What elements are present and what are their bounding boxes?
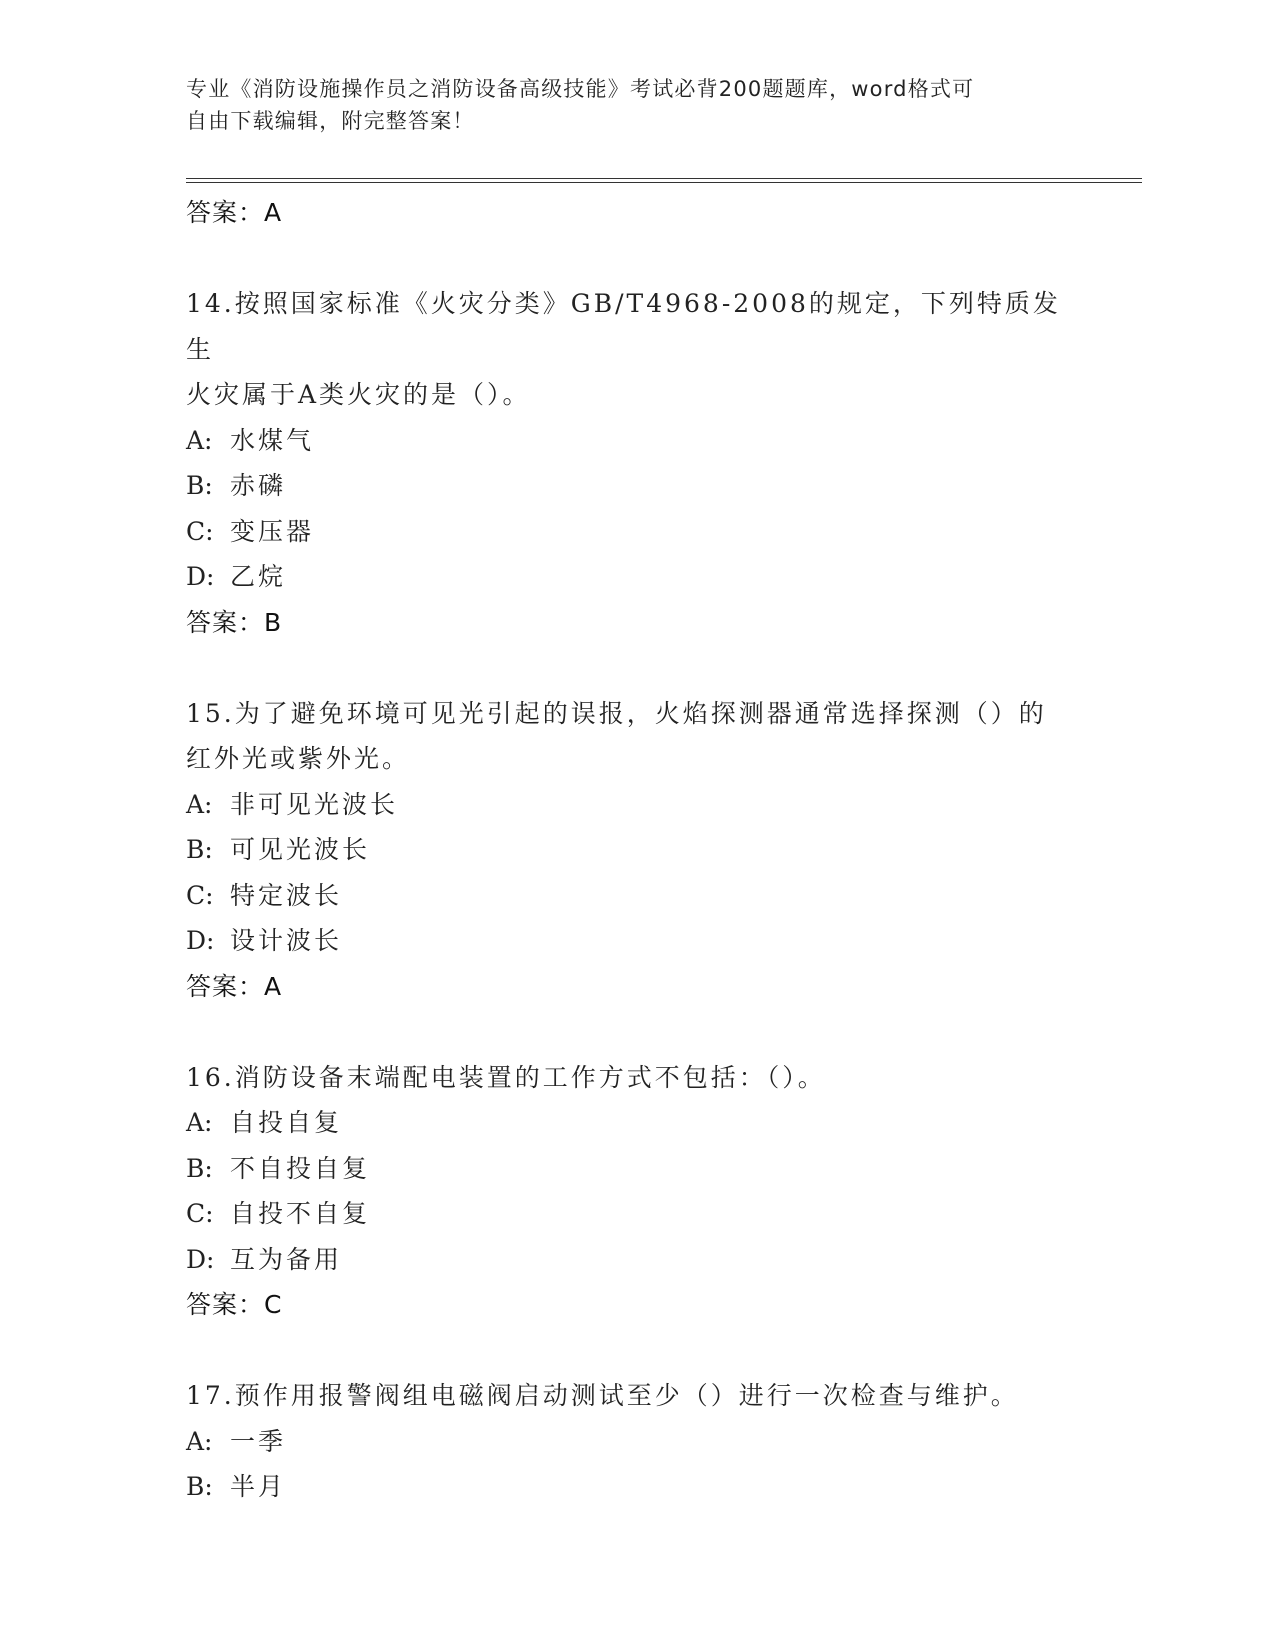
option-text: 乙烷 xyxy=(230,562,287,591)
question-15 xyxy=(186,691,1086,1010)
option-text: 不自投自复 xyxy=(230,1153,371,1183)
option-key: B: xyxy=(186,835,213,864)
question-stem: 14.按照国家标准《火灾分类》GB/T4968-2008的规定，下列特质发生 xyxy=(186,289,1061,364)
option-text: 半月 xyxy=(230,1472,287,1501)
option-key: D: xyxy=(186,562,215,591)
question-stem-continued: 火灾属于A类火灾的是（）。 xyxy=(186,380,531,409)
answer-line: 答案：A xyxy=(186,198,283,227)
answer-line: 答案：A xyxy=(186,971,283,1001)
question-stem: 16.消防设备末端配电装置的工作方式不包括：（）。 xyxy=(186,1062,826,1092)
option-key: D: xyxy=(186,1244,215,1274)
option-a xyxy=(186,782,1086,828)
option-a xyxy=(186,1100,1086,1146)
option-key: C: xyxy=(186,880,214,910)
option-key: C: xyxy=(186,1199,214,1228)
question-14 xyxy=(186,281,1086,646)
header-line-1: 专业《消防设施操作员之消防设备高级技能》考试必背200题题库，word格式可 xyxy=(186,77,975,101)
option-c xyxy=(186,1191,1086,1237)
answer-line: 答案：B xyxy=(186,607,283,637)
question-stem-continued: 红外光或紫外光。 xyxy=(186,744,411,773)
option-c xyxy=(186,509,1086,555)
option-b xyxy=(186,1464,1086,1510)
option-text: 可见光波长 xyxy=(230,835,371,864)
option-text: 设计波长 xyxy=(230,926,343,955)
option-text: 特定波长 xyxy=(230,880,343,910)
question-stem: 15.为了避免环境可见光引起的误报，火焰探测器通常选择探测（）的 xyxy=(186,698,1047,728)
option-key: A: xyxy=(186,425,213,455)
option-b xyxy=(186,463,1086,509)
option-text: 变压器 xyxy=(230,516,315,546)
option-key: B: xyxy=(186,471,213,500)
question-stem: 17.预作用报警阀组电磁阀启动测试至少（）进行一次检查与维护。 xyxy=(186,1381,1019,1410)
option-key: B: xyxy=(186,1472,213,1501)
answer-line: 答案：C xyxy=(186,1290,283,1319)
option-d xyxy=(186,918,1086,964)
question-16 xyxy=(186,1055,1086,1329)
option-text: 互为备用 xyxy=(230,1244,343,1274)
option-key: A: xyxy=(186,789,213,819)
question-17 xyxy=(186,1373,1086,1510)
option-b xyxy=(186,1146,1086,1192)
header-divider-top xyxy=(186,178,1142,179)
header-divider-bottom xyxy=(186,182,1142,183)
option-text: 赤磷 xyxy=(230,471,287,500)
option-a xyxy=(186,1419,1086,1465)
option-b xyxy=(186,827,1086,873)
option-d xyxy=(186,554,1086,600)
option-a xyxy=(186,418,1086,464)
option-text: 一季 xyxy=(230,1426,287,1456)
option-key: D: xyxy=(186,926,215,955)
option-c xyxy=(186,873,1086,919)
option-text: 非可见光波长 xyxy=(230,789,399,819)
option-key: C: xyxy=(186,516,214,546)
option-key: B: xyxy=(186,1153,213,1183)
option-d xyxy=(186,1237,1086,1283)
question-list xyxy=(186,190,1086,1510)
option-text: 水煤气 xyxy=(230,425,315,455)
document-header xyxy=(186,73,1086,137)
option-key: A: xyxy=(186,1426,213,1456)
header-line-2: 自由下载编辑，附完整答案！ xyxy=(186,109,475,133)
option-text: 自投自复 xyxy=(230,1108,343,1137)
option-key: A: xyxy=(186,1108,213,1137)
option-text: 自投不自复 xyxy=(230,1199,371,1228)
